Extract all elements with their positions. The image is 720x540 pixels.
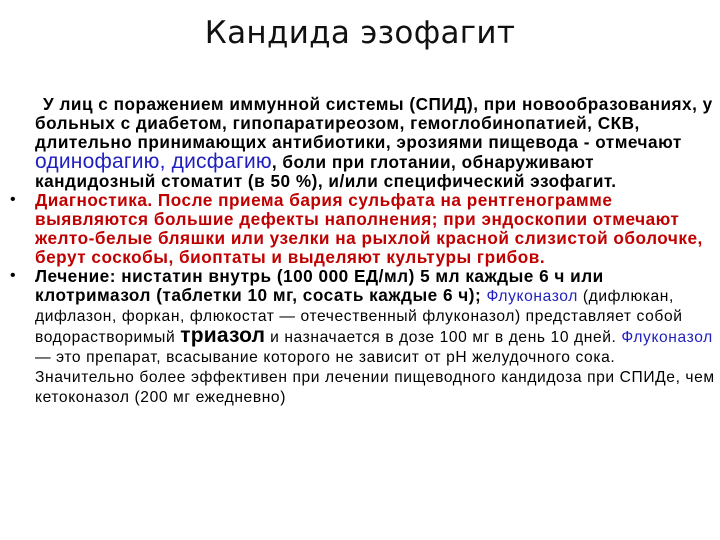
slide-title: Кандида эзофагит xyxy=(204,15,516,51)
diagnostics-paragraph xyxy=(10,190,718,267)
treatment-drug-2: Флуконазол xyxy=(621,329,713,346)
treatment-paragraph xyxy=(10,266,718,407)
slide-body xyxy=(10,94,718,407)
bullet-diagnostics: • xyxy=(10,191,17,208)
treatment-text-1: Лечение: нистатин внутрь (100 000 ЕД/мл) 5 мл каждые 6 ч или клотримазол (таблетки 10 мг, сосать каждые 6 ч); xyxy=(35,266,604,305)
bullet-treatment: • xyxy=(10,267,17,284)
treatment-drug-1: Флуконазол xyxy=(486,288,578,305)
treatment-triazole: триазол xyxy=(180,324,266,347)
diagnostics-text: Диагностика. После приема бария сульфата на рентгенограмме выявляются большие дефекты наполнения; при эндоскопии отмечают желто-белые бляшки или узелки на рыхлой красной слизистой оболочке, берут соскобы, биоптаты и выделяют культуры грибов. xyxy=(35,190,703,267)
intro-highlight: одинофагию, дисфагию xyxy=(35,150,272,173)
treatment-text-2: (дифлюкан, дифлазон, форкан, флюкостат — отечественный флуконазол) представляет собой водорастворимый xyxy=(35,288,683,346)
intro-paragraph xyxy=(18,95,718,191)
treatment-text-3: и назначается в дозе 100 мг в день 10 дней. xyxy=(265,329,622,346)
intro-text-1: У лиц с поражением иммунной системы (СПИД), при новообразованиях, у больных с диабетом, гипопаратиреозом, гемоглобинопатией, СКВ, длительно принимающих антибиотики, эрозиями пищевода - отмечают xyxy=(35,94,713,152)
intro-text-2: , боли при глотании, обнаруживают кандидозный стоматит (в 50 %), и/или специфический эзофагит. xyxy=(35,152,617,191)
treatment-text-4: — это препарат, всасывание которого не зависит от рН желудочного сока. Значительно более эффективен при лечении пищеводного кандидоза при СПИДе, чем кетоконазол (200 мг ежедневно) xyxy=(35,349,715,406)
